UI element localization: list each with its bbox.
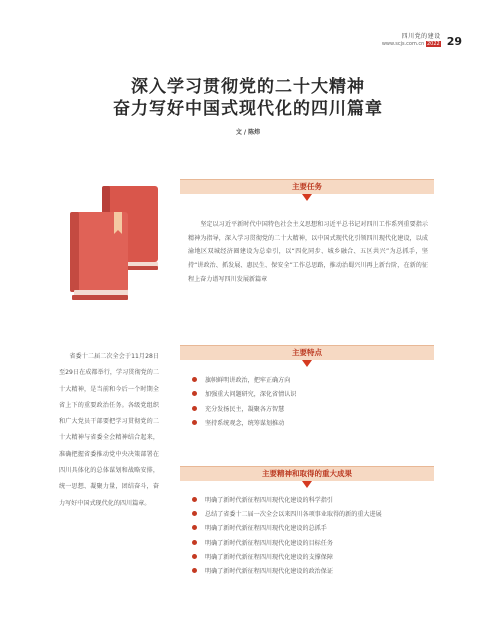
article-title — [0, 76, 496, 120]
bullet-dot-icon — [192, 497, 197, 502]
list-item-text: 明确了新时代新征程四川现代化建设的目标任务 — [205, 539, 333, 547]
bullet-dot-icon — [192, 391, 197, 396]
books-icon — [66, 182, 164, 302]
bullet-dot-icon — [192, 525, 197, 530]
features-list — [192, 372, 296, 430]
list-item — [192, 535, 382, 549]
list-item-text: 明确了新时代新征程四川现代化建设的政治保证 — [205, 568, 333, 576]
list-item-text: 充分发扬民主，凝聚各方智慧 — [205, 405, 285, 413]
down-arrow-icon — [302, 360, 312, 367]
article-author: 文 / 陈炜 — [235, 129, 261, 136]
list-item — [192, 521, 382, 535]
list-item — [192, 563, 382, 577]
bullet-dot-icon — [192, 554, 197, 559]
list-item — [192, 401, 296, 416]
list-item-text: 旗帜鲜明讲政治，把牢正确方向 — [205, 376, 291, 384]
down-arrow-icon — [302, 481, 312, 488]
magazine-name: 四川党的建设 — [401, 33, 441, 40]
bullet-dot-icon — [192, 420, 197, 425]
page-header — [382, 34, 462, 47]
achievements-heading-text: 主要精神和取得的重大成果 — [262, 469, 352, 478]
main-tasks-heading — [180, 179, 434, 194]
bullet-dot-icon — [192, 511, 197, 516]
magazine-year: 2022 — [426, 41, 440, 47]
front-book-icon — [70, 212, 128, 300]
list-item — [192, 492, 382, 506]
list-item-text: 明确了新时代新征程四川现代化建设的支撑保障 — [205, 553, 333, 561]
list-item-text: 总结了省委十二届一次全会以来四川各项事业取得的新的重大进展 — [205, 510, 382, 518]
features-heading-text: 主要特点 — [292, 348, 322, 357]
main-tasks-heading-text: 主要任务 — [292, 182, 322, 191]
bullet-dot-icon — [192, 568, 197, 573]
list-item — [192, 372, 296, 387]
achievements-list — [192, 492, 382, 578]
magazine-url: www.scjs.com.cn — [381, 41, 425, 47]
list-item — [192, 416, 296, 431]
bullet-dot-icon — [192, 406, 197, 411]
page-number: 29 — [446, 35, 462, 48]
down-arrow-icon — [302, 194, 312, 201]
magazine-url-line — [382, 42, 441, 47]
achievements-heading — [180, 466, 434, 481]
list-item-text: 加强重大问题研究，深化省情认识 — [205, 391, 297, 399]
features-heading — [180, 345, 434, 360]
main-tasks-body: 坚定以习近平新时代中国特色社会主义思想和习近平总书记对四川工作系列重要指示精神为指导，深入学习贯彻党的二十大精神，以中国式现代化引领四川现代化建设，以成渝地区双城经济圈建设为总牵引，以“四化同步、城乡融合、五区共兴”为总抓手，坚持“讲政治、抓发展、惠民生、保安全”工作总思路，推动治蜀兴川再上新台阶，在新的征程上奋力谱写四川发展新篇章 — [188, 221, 428, 283]
list-item-text: 坚持系统观念，统筹谋划推动 — [205, 420, 285, 428]
list-item — [192, 387, 296, 402]
title-line-2: 奋力写好中国式现代化的四川篇章 — [113, 99, 383, 119]
list-item — [192, 549, 382, 563]
title-line-1: 深入学习贯彻党的二十大精神 — [131, 77, 365, 97]
list-item-text: 明确了新时代新征程四川现代化建设的科学指引 — [205, 496, 333, 504]
magazine-info — [382, 34, 441, 47]
bullet-dot-icon — [192, 540, 197, 545]
left-column-text: 省委十二届二次全会于11月28日至29日在成都举行，学习贯彻党的二十大精神，是当前和今后一个时期全省上下的重要政治任务。各级党组织和广大党员干部要把学习贯彻党的二十大精神与省委全会精神结合起来，准确把握省委推动党中央决策部署在四川具体化的总体谋划和战略安排，统一思想、凝聚力量，团结奋斗，奋力写好中国式现代化的四川篇章。 — [59, 353, 159, 507]
list-item — [192, 506, 382, 520]
list-item-text: 明确了新时代新征程四川现代化建设的总抓手 — [205, 525, 327, 533]
bullet-dot-icon — [192, 377, 197, 382]
